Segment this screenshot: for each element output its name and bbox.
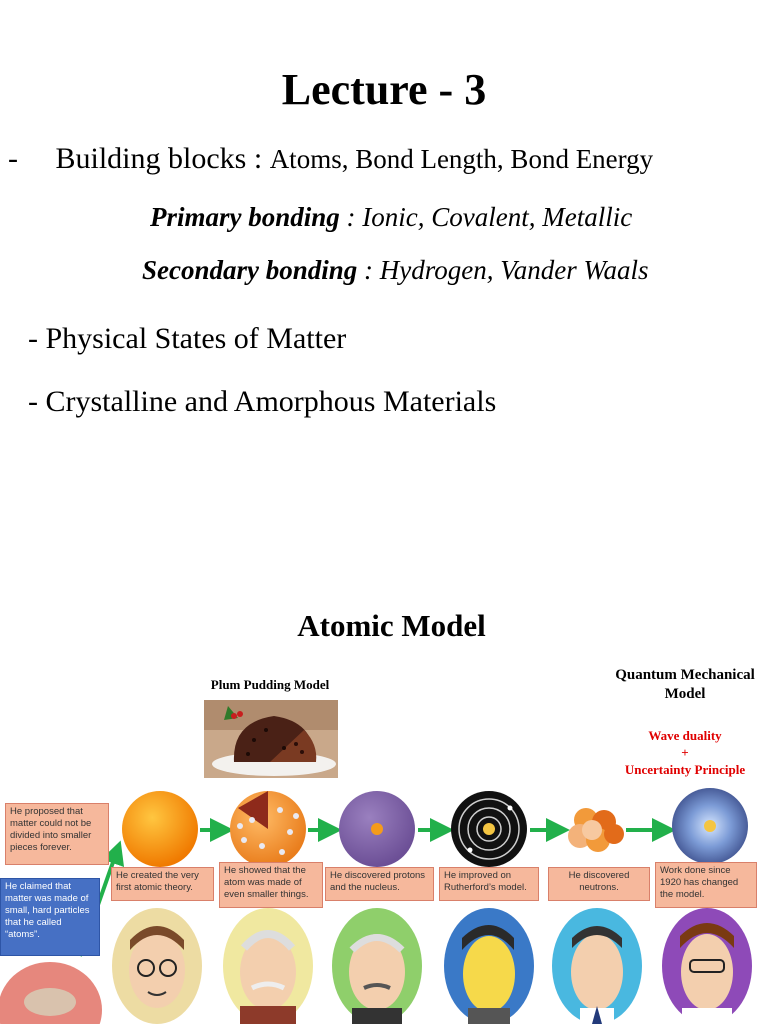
building-blocks-label: Building blocks : bbox=[55, 142, 263, 175]
caption-modern: Work done since 1920 has changed the model. bbox=[655, 862, 757, 908]
wave-duality-text: Wave duality bbox=[648, 728, 722, 743]
lecture-title: Lecture - 3 bbox=[281, 65, 487, 114]
atomic-model-title: Atomic Model bbox=[297, 608, 486, 643]
thomson-model-ball bbox=[230, 791, 306, 867]
caption-democritus-claimed: He claimed that matter was made of small, hard particles that he called “atoms”. bbox=[0, 878, 100, 956]
plum-pudding-image bbox=[204, 700, 338, 778]
wave-duality-note bbox=[600, 727, 768, 778]
bullet-building-blocks bbox=[8, 142, 653, 176]
quantum-model-ball bbox=[672, 788, 748, 864]
caption-rutherford: He discovered protons and the nucleus. bbox=[325, 867, 434, 901]
bohr-model-ball bbox=[451, 791, 527, 867]
caption-chadwick: He discovered neutrons. bbox=[548, 867, 650, 901]
rutherford-face bbox=[332, 908, 422, 1024]
atomic-model-timeline bbox=[0, 780, 768, 1024]
bohr-face bbox=[444, 908, 534, 1024]
chadwick-face bbox=[552, 908, 642, 1024]
dalton-face bbox=[112, 908, 202, 1024]
caption-dalton: He created the very first atomic theory. bbox=[111, 867, 214, 901]
caption-bohr: He improved on Rutherford’s model. bbox=[439, 867, 539, 901]
dalton-model-ball bbox=[122, 791, 198, 867]
quantum-label-line2: Model bbox=[664, 686, 706, 702]
quantum-label-line1: Quantum Mechanical bbox=[615, 667, 755, 683]
primary-bonding-line bbox=[150, 202, 632, 233]
uncertainty-text: Uncertainty Principle bbox=[624, 762, 746, 777]
rutherford-model-ball bbox=[339, 791, 415, 867]
bullet-physical-states: - Physical States of Matter bbox=[28, 322, 347, 355]
secondary-bonding-items: : Hydrogen, Vander Waals bbox=[364, 255, 649, 285]
primary-bonding-label: Primary bonding bbox=[150, 202, 340, 232]
thomson-face bbox=[223, 908, 313, 1024]
plum-pudding-label: Plum Pudding Model bbox=[210, 677, 330, 692]
caption-thomson: He showed that the atom was made of even smaller things. bbox=[219, 862, 323, 908]
secondary-bonding-line bbox=[142, 255, 649, 286]
primary-bonding-items: : Ionic, Covalent, Metallic bbox=[346, 202, 633, 232]
wave-plus-text: + bbox=[681, 745, 689, 760]
modern-scientist-face bbox=[662, 908, 752, 1024]
bullet-crystalline: - Crystalline and Amorphous Materials bbox=[28, 385, 497, 418]
democritus-face bbox=[0, 962, 102, 1024]
quantum-model-label bbox=[600, 666, 768, 704]
caption-democritus-proposed: He proposed that matter could not be divided into smaller pieces forever. bbox=[5, 803, 109, 865]
building-blocks-items: Atoms, Bond Length, Bond Energy bbox=[269, 144, 654, 174]
secondary-bonding-label: Secondary bonding bbox=[142, 255, 358, 285]
chadwick-nucleus bbox=[568, 808, 624, 852]
bullet-dash: - bbox=[8, 142, 18, 175]
